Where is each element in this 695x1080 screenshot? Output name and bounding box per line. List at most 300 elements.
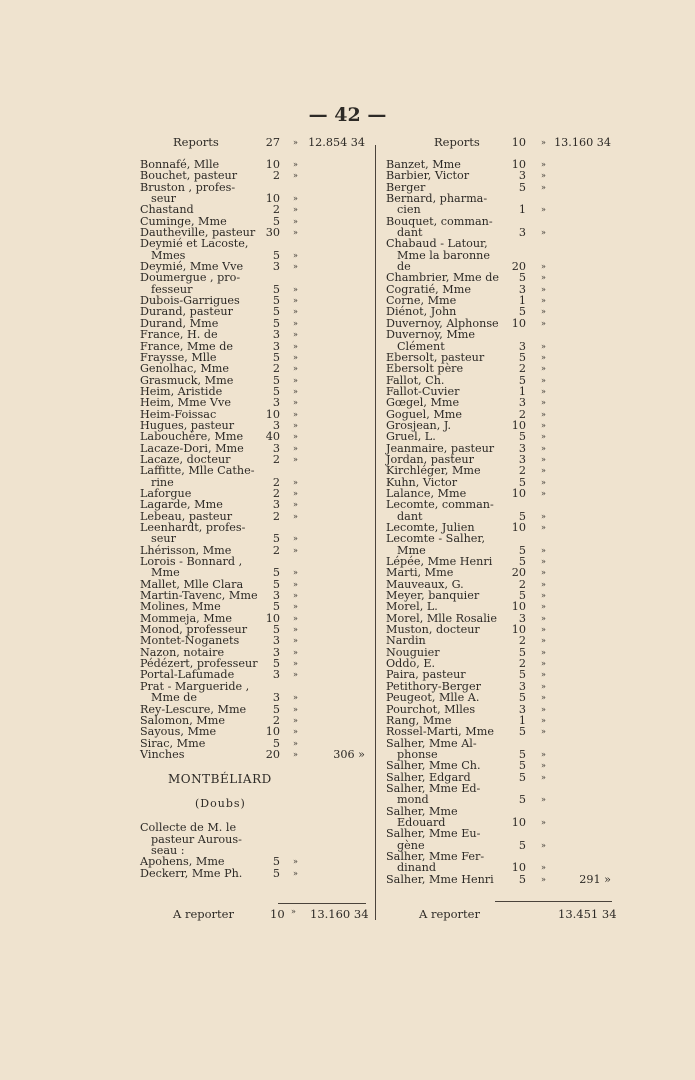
donor-name: Rey-Lescure, Mme [140,702,247,716]
donor-name: Mommeja, Mme [140,611,232,625]
donation-amount: 5 [518,373,526,387]
left-entries-montbeliard [140,822,365,879]
ditto-mark: » [541,591,546,601]
ditto-mark: » [541,511,546,521]
donation-amount: 5 [518,747,526,761]
ditto-mark: » [541,318,546,328]
list-item [386,794,611,805]
donor-name: Bouchet, pasteur [140,169,238,183]
donation-amount: 5 [272,294,280,308]
donor-name: Morel, L. [386,600,438,614]
reports-label: Reports [173,135,219,149]
list-item [140,329,365,340]
donor-name: Meyer, banquier [386,589,480,603]
list-item [140,533,365,544]
donation-amount: 5 [518,430,526,444]
donation-amount: 3 [518,702,526,716]
list-item [386,397,611,408]
donor-name: Mallet, Mlle Clara [140,577,244,591]
donor-name: Bonnafé, Mlle [140,158,220,171]
ditto-mark: » [541,341,546,351]
donation-amount: 5 [518,793,526,807]
donor-name: Gœgel, Mme [386,396,460,410]
list-item [140,465,365,476]
list-item [140,726,365,737]
list-item [140,170,365,181]
donor-name: seau : [151,843,185,857]
donation-amount: 5 [272,384,280,398]
donation-amount: 2 [272,543,280,557]
donation-amount: 40 [265,430,280,444]
donation-amount: 2 [272,169,280,183]
donor-name: Nouguier [386,645,440,659]
donor-name: Sirac, Mme [140,736,206,750]
donation-amount: 3 [272,418,280,432]
ditto-mark: » [541,693,546,703]
list-item [140,499,365,510]
ditto-mark: » [541,670,546,680]
reports-label: Reports [434,135,480,149]
donor-name: Sayous, Mme [140,725,217,739]
ditto-mark: » [293,318,298,328]
a-reporter-total: 13.451 34 [558,907,617,921]
donation-amount: 3 [272,589,280,603]
donor-name: de [397,260,411,274]
ditto-mark: » [293,386,298,396]
donor-name: Banzet, Mme [386,158,461,171]
donation-amount: 5 [272,214,280,228]
donor-name: Lecomte, comman- [386,498,494,512]
ditto-mark: » [541,477,546,487]
donation-amount: 3 [518,611,526,625]
donation-amount: 5 [518,691,526,705]
section-subtitle: (Doubs) [195,797,246,811]
ditto-mark: » [293,613,298,623]
ditto-mark: » [541,386,546,396]
donation-amount: 3 [272,691,280,705]
donor-name: pasteur Aurous- [151,832,242,846]
ditto-mark: » [293,307,298,317]
ditto-mark: » [293,443,298,453]
donor-name: Leenhardt, profes- [140,521,246,534]
donor-name: Fallot, Ch. [386,373,445,387]
donor-name: Lacaze-Dori, Mme [140,441,244,455]
donation-amount: 5 [272,866,280,880]
donation-amount: 10 [511,316,526,330]
reports-amount: 27 [265,136,280,149]
donor-name: Pédézert, professeur [140,657,258,671]
list-item [140,431,365,442]
donor-name: Monod, professeur [140,623,248,637]
left-column [140,137,365,879]
ditto-mark: » [541,375,546,385]
ditto-mark: » [541,466,546,476]
list-item [140,868,365,879]
ditto-mark: » [541,352,546,362]
donor-name: Barbier, Victor [386,169,470,183]
donor-name: Paira, pasteur [386,668,466,682]
ditto-mark: » [541,659,546,669]
donation-amount: 5 [518,838,526,852]
donor-name: Salher, Mme Ch. [386,759,481,773]
ditto-mark: » [293,500,298,510]
donor-name: Kuhn, Victor [386,475,458,489]
donor-name: phonse [397,747,438,761]
donor-name: Laffitte, Mlle Cathe- [140,464,255,478]
donor-name: Deymié, Mme Vve [140,260,244,274]
donor-name: fesseur [151,282,193,296]
ditto-mark: » [293,749,298,759]
a-reporter-label: A reporter [419,907,480,921]
donor-name: Heim, Aristide [140,384,223,398]
donor-name: Edouard [397,815,446,829]
ditto-mark: » [293,409,298,419]
ditto-mark: » [293,398,298,408]
donor-name: mond [397,793,429,807]
donor-name: Salomon, Mme [140,713,225,727]
ditto-mark: » [293,171,298,181]
ditto-mark: » [293,659,298,669]
ditto-mark: » [293,205,298,215]
ditto-mark: » [293,670,298,680]
ditto-mark: » [293,591,298,601]
donation-amount: 1 [518,203,526,217]
donation-amount: 5 [518,543,526,557]
ditto-mark: » [541,307,546,317]
donor-name: Berger [386,180,426,194]
ditto-mark: » [293,568,298,578]
ditto-mark: » [541,364,546,374]
donation-amount: 5 [518,645,526,659]
ditto-mark: » [541,205,546,215]
donation-amount: 5 [518,350,526,364]
donor-name: Lacaze, docteur [140,452,231,466]
ditto-mark: » [293,511,298,521]
reports-total: 13.160 34 [554,136,611,149]
right-entries [386,159,611,885]
donation-amount: 3 [518,282,526,296]
ditto-mark: » [293,341,298,351]
donation-amount: 2 [272,362,280,376]
donor-name: Mme [151,566,180,580]
donor-name: Nardin [386,634,426,648]
list-item [386,431,611,442]
donor-name: Montet-Noganets [140,634,240,648]
list-item [386,329,611,340]
donation-amount: 2 [272,475,280,489]
donation-amount: 3 [518,441,526,455]
donation-amount: 5 [272,736,280,750]
reports-quote: » [293,138,298,147]
donor-name: Dubois-Garrigues [140,294,240,308]
donor-name: Clément [397,339,445,353]
donation-amount: 5 [272,702,280,716]
ditto-mark: » [541,874,546,884]
donor-name: Lecomte - Salher, [386,532,486,546]
donation-amount: 2 [518,362,526,376]
ditto-mark: » [541,296,546,306]
section-title: MONTBÉLIARD [168,772,272,787]
ditto-mark: » [293,432,298,442]
ditto-mark: » [541,681,546,691]
ditto-mark: » [293,330,298,340]
list-item [140,749,365,760]
donor-name: Laforgue [140,486,192,500]
ditto-mark: » [541,772,546,782]
donor-name: France, Mme de [140,339,234,353]
list-item [386,828,611,839]
donation-amount: 2 [518,464,526,478]
donation-amount: 2 [272,509,280,523]
donation-amount: 3 [518,679,526,693]
donation-amount: 30 [265,226,280,240]
donation-amount: 5 [518,589,526,603]
donor-name: Gruel, L. [386,430,436,444]
donation-amount: 3 [518,169,526,183]
donor-name: Ebersolt père [386,362,464,376]
ditto-mark: » [541,432,546,442]
donation-amount: 10 [511,158,526,171]
list-item [140,363,365,374]
donation-amount: 10 [511,623,526,637]
donation-amount: 2 [518,634,526,648]
donor-name: Lhérisson, Mme [140,543,232,557]
donor-name: dant [397,226,423,240]
donor-name: Salher, Edgard [386,770,471,784]
list-item [386,465,611,476]
list-item [140,692,365,703]
list-item [386,250,611,261]
donation-amount: 5 [518,305,526,319]
ditto-mark: » [541,568,546,578]
ditto-mark: » [541,273,546,283]
ditto-mark: » [293,352,298,362]
ditto-mark: » [541,817,546,827]
donation-amount: 5 [272,282,280,296]
page-number: — 42 — [308,104,387,126]
donation-amount: 2 [272,486,280,500]
list-item [386,726,611,737]
donation-amount: 10 [511,600,526,614]
donation-amount: 3 [272,441,280,455]
donor-name: gène [397,838,425,852]
ditto-mark: » [293,545,298,555]
ditto-mark: » [293,364,298,374]
donation-amount: 3 [272,645,280,659]
ditto-mark: » [541,579,546,589]
list-item [386,692,611,703]
donor-name: Cuminge, Mme [140,214,227,228]
donor-name: Diénot, John [386,305,457,319]
donor-name: Mmes [151,248,186,262]
ditto-mark: » [541,636,546,646]
donor-name: dant [397,509,423,523]
donor-name: Salher, Mme Eu- [386,827,481,841]
ditto-mark: » [293,868,298,878]
donation-amount: 3 [518,226,526,240]
donor-name: Duvernoy, Mme [386,328,476,342]
donor-name: Lagarde, Mme [140,498,223,512]
donor-name: Lépée, Mme Henri [386,555,493,569]
ditto-mark: » [293,727,298,737]
donation-amount: 20 [265,747,280,761]
donation-amount: 20 [511,566,526,580]
donor-name: Genolhac, Mme [140,362,230,376]
donor-name: Molines, Mme [140,600,221,614]
donor-name: Deymié et Lacoste, [140,237,249,251]
donor-name: Durand, Mme [140,316,219,330]
donor-name: Cogratié, Mme [386,282,471,296]
donor-name: Salher, Mme Ed- [386,781,481,795]
ditto-mark: » [293,194,298,204]
donor-name: Deckerr, Mme Ph. [140,866,243,880]
donor-name: Vinches [140,747,185,761]
donor-name: Mme [397,543,426,557]
donation-amount: 5 [272,532,280,546]
reports-total: 12.854 34 [308,136,365,149]
ditto-mark: » [293,857,298,867]
donation-amount: 5 [272,855,280,869]
donation-amount: 5 [272,305,280,319]
donation-amount: 1 [518,384,526,398]
donor-name: Oddo, E. [386,657,436,671]
ditto-mark: » [541,420,546,430]
donor-name: Hugues, pasteur [140,418,235,432]
donation-amount: 5 [518,725,526,739]
donation-amount: 3 [518,452,526,466]
donor-name: Bernard, pharma- [386,192,488,206]
list-item [140,822,365,833]
donation-amount: 5 [518,475,526,489]
donor-name: Mme de [151,691,198,705]
donation-amount: 5 [518,180,526,194]
ditto-mark: » [293,454,298,464]
donation-amount: 10 [265,158,280,171]
donation-amount: 5 [272,316,280,330]
donation-amount: 5 [518,759,526,773]
ditto-mark: » [293,488,298,498]
list-item [140,397,365,408]
donation-amount: 3 [272,396,280,410]
donor-name: Collecte de M. le [140,821,237,835]
donation-amount: 3 [272,498,280,512]
donation-amount: 10 [265,725,280,739]
donor-name: Peugeot, Mlle A. [386,691,480,705]
donor-name: seur [151,192,176,206]
ditto-mark: » [293,160,298,169]
ditto-mark: » [293,738,298,748]
ditto-mark: » [541,284,546,294]
ditto-mark: » [293,704,298,714]
ditto-mark: » [293,534,298,544]
donor-name: Muston, docteur [386,623,480,637]
donor-name: Bruston , profes- [140,180,236,194]
donor-name: Rang, Mme [386,713,452,727]
donation-amount: 10 [265,192,280,206]
right-total-rule [495,901,612,902]
donor-name: Lorois - Bonnard , [140,555,243,569]
donation-amount: 5 [272,350,280,364]
ditto-mark: » [541,761,546,771]
left-total-rule [278,903,366,904]
ditto-mark: » [293,602,298,612]
ditto-mark: » [293,647,298,657]
ditto-mark: » [541,160,546,169]
donation-amount: 5 [272,600,280,614]
donation-amount: 5 [518,872,526,886]
a-reporter-quote: » [291,907,296,916]
list-item [386,862,611,873]
list-item [386,874,611,885]
donation-amount: 20 [511,260,526,274]
ditto-mark: » [541,228,546,238]
donor-name: Pourchot, Mlles [386,702,476,716]
donation-amount: 5 [518,271,526,285]
ditto-mark: » [293,250,298,260]
donation-amount: 10 [511,861,526,875]
left-entries [140,159,365,760]
right-column [386,137,611,885]
donor-name: Prat - Margueride , [140,679,250,693]
ditto-mark: » [541,795,546,805]
donor-name: Goguel, Mme [386,407,463,421]
ditto-mark: » [293,693,298,703]
subtotal: 291 » [579,872,611,886]
donor-name: Heim, Mme Vve [140,396,231,410]
ditto-mark: » [541,488,546,498]
ditto-mark: » [293,715,298,725]
ditto-mark: » [541,613,546,623]
donor-name: Rossel-Marti, Mme [386,725,494,739]
donor-name: Mauveaux, G. [386,577,464,591]
ditto-mark: » [293,625,298,635]
list-item [386,760,611,771]
ditto-mark: » [541,443,546,453]
donor-name: cien [397,203,421,217]
donation-amount: 10 [265,611,280,625]
ditto-mark: » [293,296,298,306]
donor-name: Petithory-Berger [386,679,481,693]
donor-name: Marti, Mme [386,566,454,580]
donation-amount: 5 [272,566,280,580]
donation-amount: 2 [518,577,526,591]
donor-name: France, H. de [140,328,218,342]
donation-amount: 5 [518,668,526,682]
list-item [386,533,611,544]
right-reports-header [386,137,611,159]
ditto-mark: » [541,409,546,419]
donor-name: Nazon, notaire [140,645,225,659]
donation-amount: 3 [272,634,280,648]
a-reporter-amount: 10 [270,907,285,921]
donor-name: Chastand [140,203,194,217]
donor-name: Ebersolt, pasteur [386,350,485,364]
donor-name: Martin-Tavenc, Mme [140,589,258,603]
donation-amount: 1 [518,294,526,308]
donation-amount: 2 [272,713,280,727]
left-reports-header [140,137,365,159]
donor-name: Labouchère, Mme [140,430,244,444]
ditto-mark: » [293,228,298,238]
donation-amount: 10 [511,815,526,829]
ditto-mark: » [541,647,546,657]
list-item [386,499,611,510]
donation-amount: 10 [511,521,526,534]
ditto-mark: » [541,262,546,272]
ditto-mark: » [541,557,546,567]
ditto-mark: » [541,454,546,464]
donor-name: seur [151,532,176,546]
